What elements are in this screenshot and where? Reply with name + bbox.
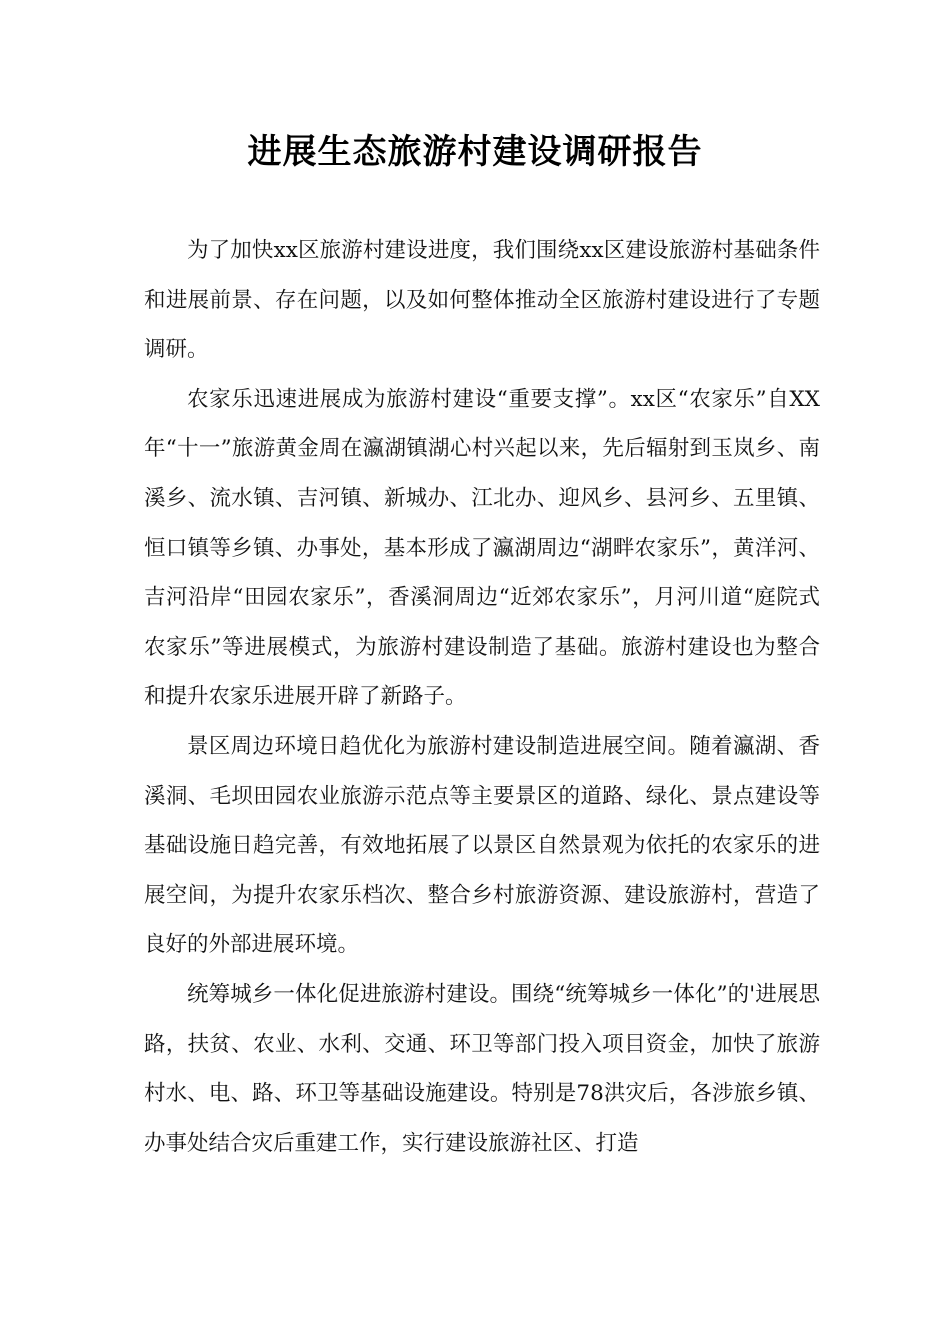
paragraph-urban-rural-integration: 统筹城乡一体化促进旅游村建设。围绕“统筹城乡一体化”的'进展思路，扶贫、农业、水利、交通、环卫等部门投入项目资金，加快了旅游村水、电、路、环卫等基础设施建设。特别是78洪灾后，各涉旅乡镇、办事处结合灾后重建工作，实行建设旅游社区、打造 — [144, 981, 820, 1156]
paragraph-farmstay: 农家乐迅速进展成为旅游村建设“重要支撑”。xx区“农家乐”自XX年“十一”旅游黄金周在瀛湖镇湖心村兴起以来，先后辐射到玉岚乡、南溪乡、流水镇、吉河镇、新城办、江北办、迎风乡、县河乡、五里镇、恒口镇等乡镇、办事处，基本形成了瀛湖周边“湖畔农家乐”，黄洋河、吉河沿岸“田园农家乐”，香溪洞周边“近郊农家乐”，月河川道“庭院式农家乐”等进展模式，为旅游村建设制造了基础。旅游村建设也为整合和提升农家乐进展开辟了新路子。 — [144, 386, 820, 710]
document-title: 进展生态旅游村建设调研报告 — [247, 132, 703, 172]
paragraph-intro: 为了加快xx区旅游村建设进度，我们围绕xx区建设旅游村基础条件和进展前景、存在问题，以及如何整体推动全区旅游村建设进行了专题调研。 — [144, 238, 820, 363]
document-body — [144, 226, 820, 1168]
paragraph-scenic-environment: 景区周边环境日趋优化为旅游村建设制造进展空间。随着瀛湖、香溪洞、毛坝田园农业旅游示范点等主要景区的道路、绿化、景点建设等基础设施日趋完善，有效地拓展了以景区自然景观为依托的农家乐的进展空间，为提升农家乐档次、整合乡村旅游资源、建设旅游村，营造了良好的外部进展环境。 — [144, 733, 820, 958]
